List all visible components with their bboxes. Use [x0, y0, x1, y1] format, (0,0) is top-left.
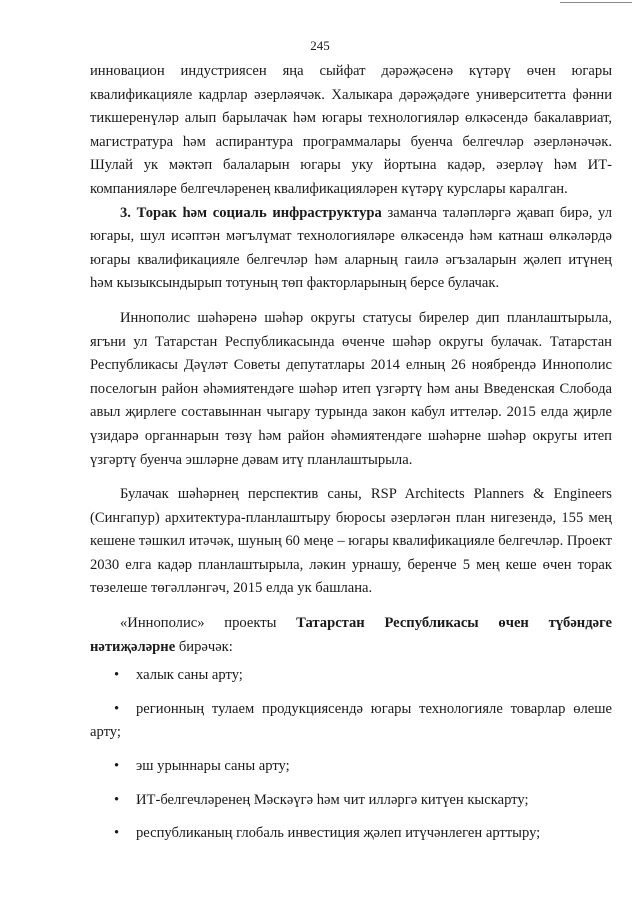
paragraph-2-text: заманча таләпләргә җавап бирә, ул югары, шул исәптән мәгълүмат технологияләре өлкәсендә һәм катнаш өлкәләрдә югары квалификацияле белгечләр һәм аларның гаилә әгъзаларын җәлеп итүнең һәм кызыксындырып тотуның төп факторларының берсе булачак.: [90, 204, 612, 292]
results-list: [90, 664, 612, 846]
paragraph-2: [90, 202, 612, 296]
list-item: • халык саны арту;: [90, 664, 612, 688]
paragraph-5-emphasis: Татарстан Республикасы өчен түбәндәге нәтиҗәләрне: [90, 615, 612, 655]
paragraph-1: инновацион индустриясен яңа сыйфат дәрәҗәсенә күтәрү өчен югары квалификацияле кадрлар әзерләячәк. Халыкара дәрәҗәдәге университетта фәнни тикшеренүләр алып барылачак һәм югары технологияләр өлкәсендә бакалавриат, магистратура һәм аспирантура программалары буенча белгечләр әзерләнәчәк. Шулай ук мәктәп балаларын югары уку йортына кадәр, әзерләү һәм ИТ-компанияләре белгечләренең квалификацияләрен күтәрү курслары каралган.: [90, 63, 612, 197]
corner-scan-mark: [560, 2, 632, 3]
section-heading-infrastructure: 3. Торак һәм социаль инфраструктура: [120, 204, 382, 221]
document-body: [90, 60, 612, 856]
paragraph-5-lead: «Иннополис» проекты: [120, 615, 297, 632]
paragraph-5-tail: бирәчәк:: [175, 638, 233, 655]
paragraph-4: Булачак шәһәрнең перспектив саны, RSP Architects Planners & Engineers (Сингапур) архитектура-планлаштыру бюросы әзерләгән план нигезендә, 155 мең кешене тәшкил итәчәк, шуның 60 меңе – югары квалификацияле белгечләр. Проект 2030 елга кадәр планлаштырыла, ләкин урнашу, беренче 5 мең кеше өчен торак төзелеше төгәлләнгәч, 2015 елда ук башлана.: [90, 486, 612, 597]
list-item: • регионның тулаем продукциясендә югары технологияле товарлар өлеше арту;: [90, 698, 612, 745]
paragraph-5: [90, 612, 612, 659]
list-item: • эш урыннары саны арту;: [90, 755, 612, 779]
page-number: 245: [310, 38, 330, 53]
list-item: • республиканың глобаль инвестиция җәлеп итүчәнлеген арттыру;: [90, 822, 612, 846]
list-item: • ИТ-белгечләренең Мәскәүгә һәм чит илләргә китүен кыскарту;: [90, 789, 612, 813]
paragraph-3: Иннополис шәһәренә шәһәр округы статусы бирелер дип планлаштырыла, ягъни ул Татарстан Республикасында өченче шәһәр округы булачак. Татарстан Республикасы Дәүләт Советы депутатлары 2014 елның 26 ноябрендә Иннополис поселогын район әһәмиятендәге шәһәр итеп үзгәртү һәм аны Введенская Слобода авыл җирлеге составыннан чыгару турында закон кабул иттеләр. 2015 елда җирле үзидарә органнарын төзү һәм район әһәмиятендәге шәһәрне шәһәр округы итеп үзгәртү буенча эшләрне дәвам итү планлаштырыла.: [90, 309, 612, 468]
